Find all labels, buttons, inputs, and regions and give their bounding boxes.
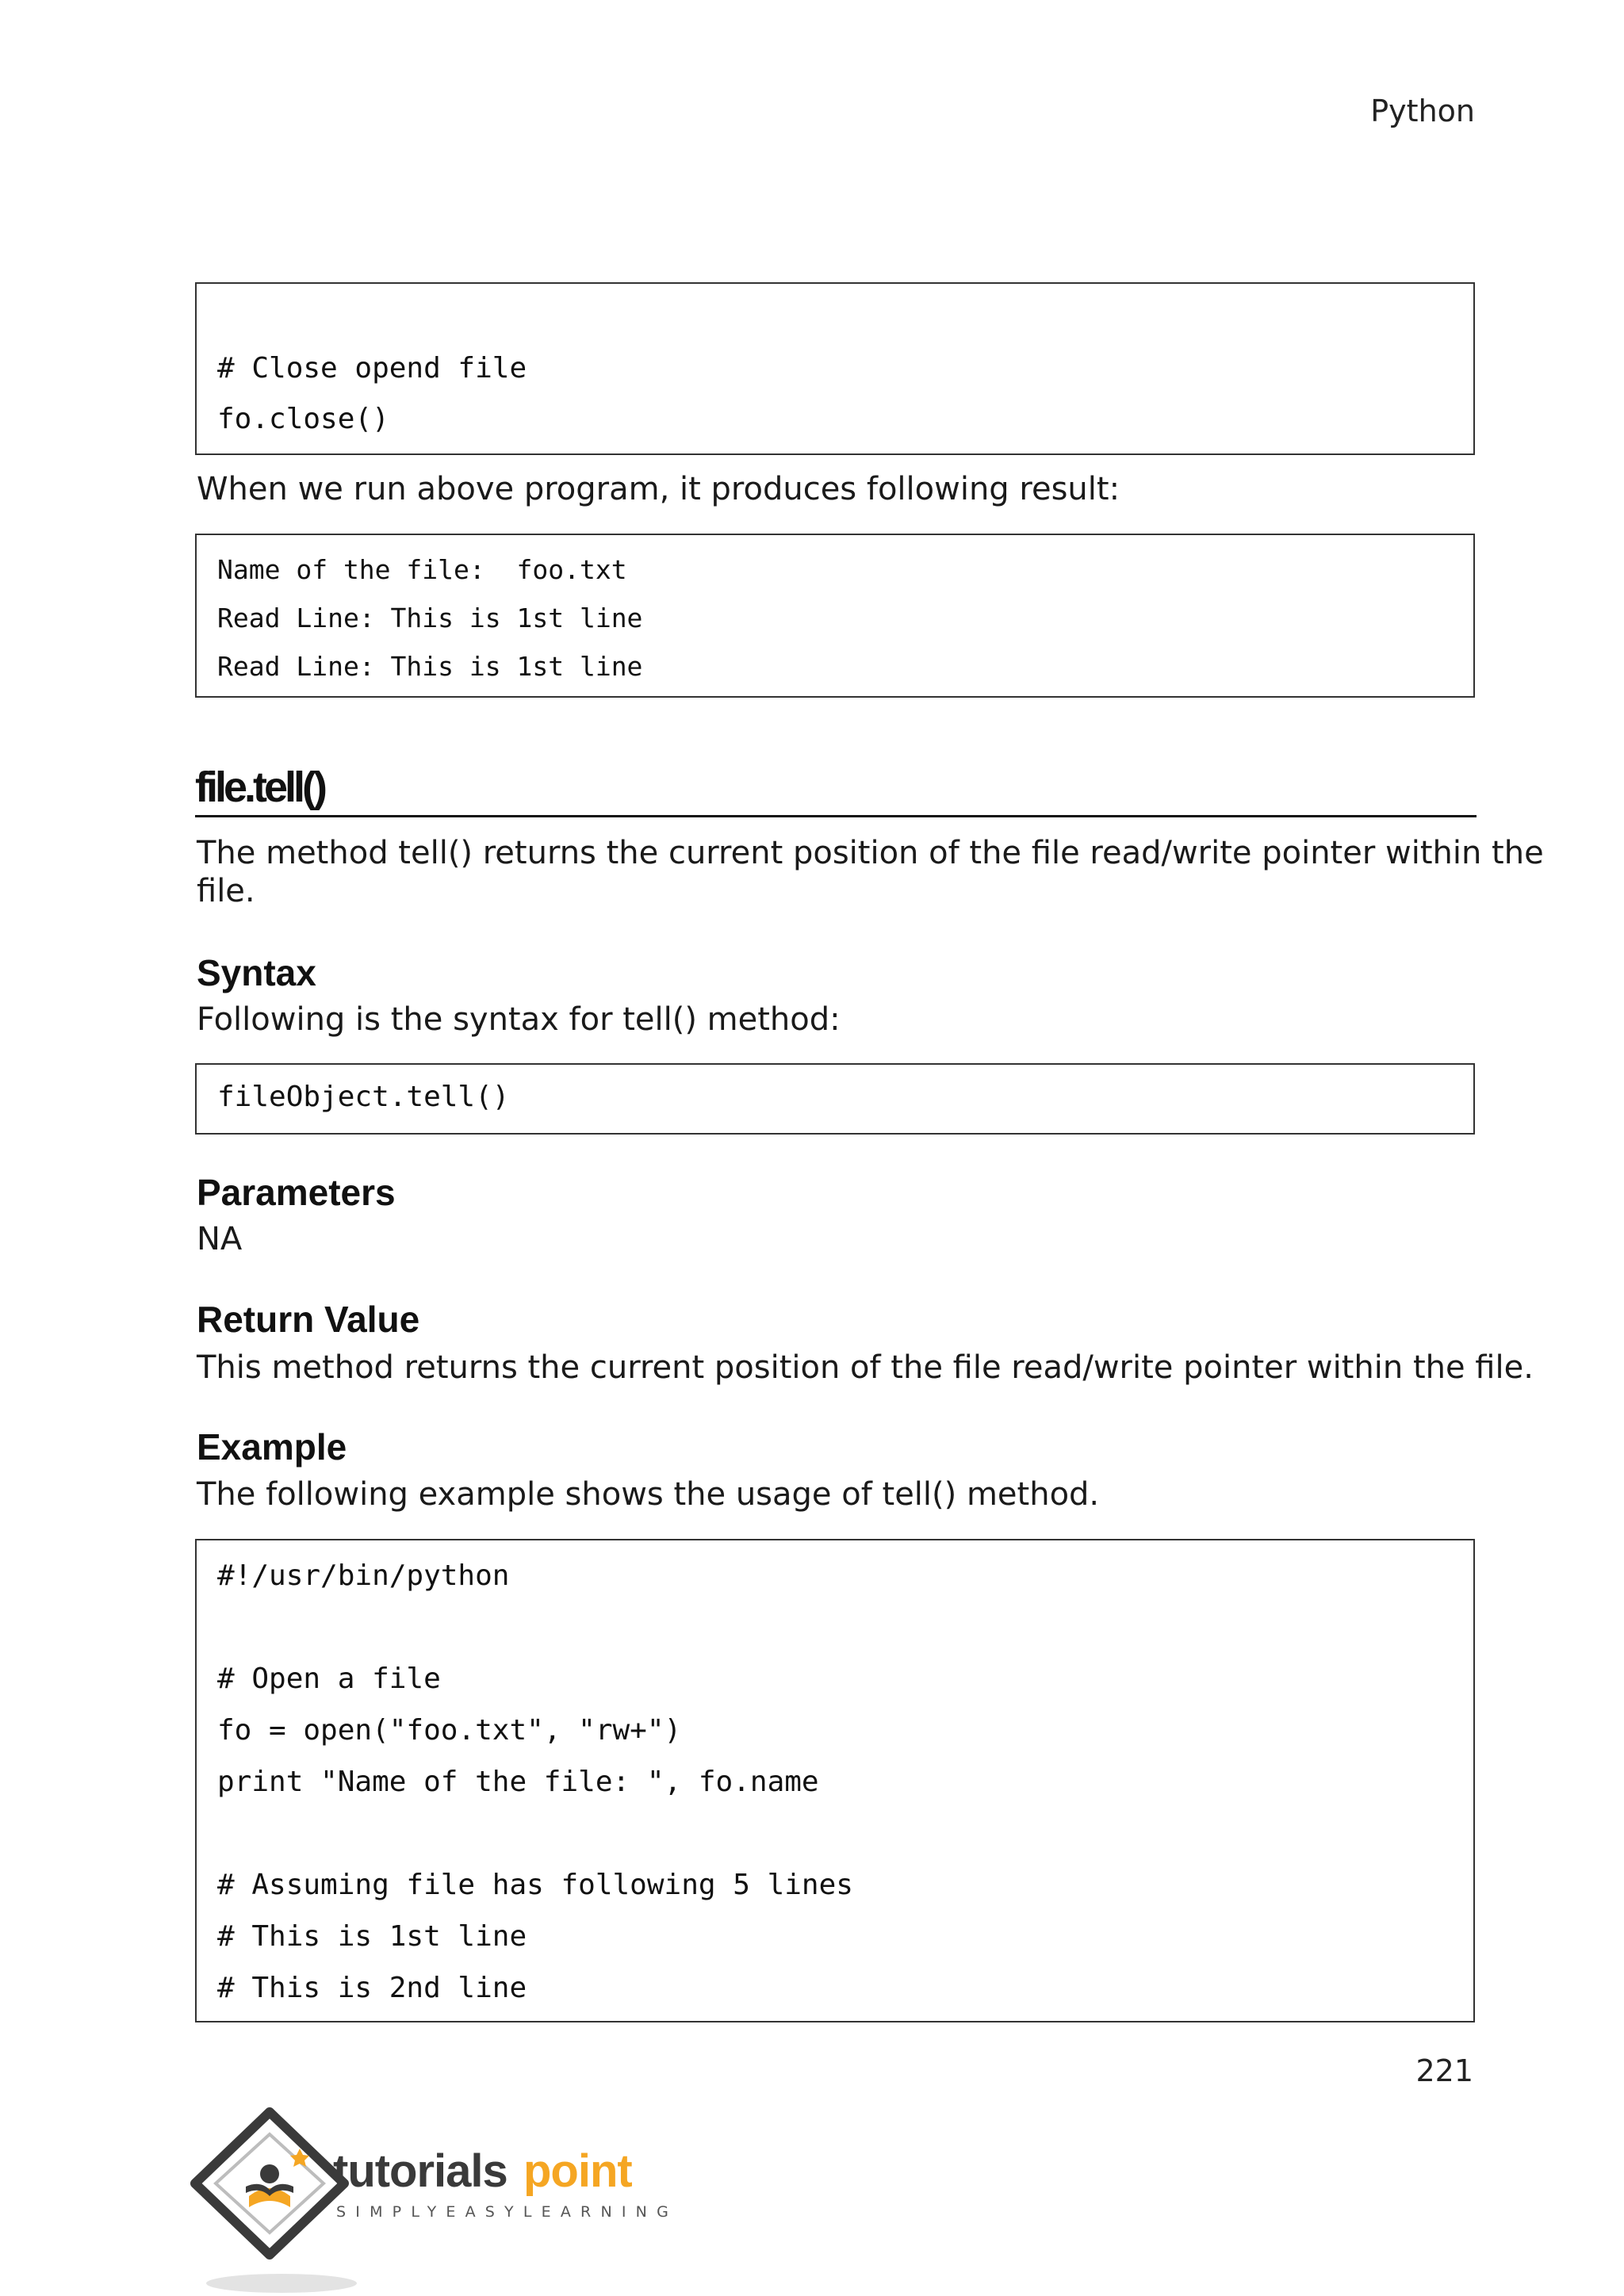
section-description-line1: The method tell() returns the current position of the file read/write pointer within the bbox=[197, 835, 1544, 871]
section-title: file.tell() bbox=[195, 763, 325, 811]
parameters-heading: Parameters bbox=[197, 1172, 396, 1213]
result-intro-text: When we run above program, it produces following result: bbox=[197, 471, 1120, 507]
page-number: 221 bbox=[1415, 2053, 1473, 2088]
example-text: The following example shows the usage of tell() method. bbox=[197, 1476, 1100, 1513]
page-header-title: Python bbox=[1370, 94, 1475, 128]
code-line: # Assuming file has following 5 lines bbox=[217, 1869, 853, 1901]
output-line: Read Line: This is 1st line bbox=[217, 603, 643, 633]
syntax-text: Following is the syntax for tell() method: bbox=[197, 1001, 841, 1038]
code-line: fo = open("foo.txt", "rw+") bbox=[217, 1714, 682, 1747]
code-line: # This is 1st line bbox=[217, 1920, 527, 1953]
code-line: # Close opend file bbox=[217, 352, 527, 385]
syntax-heading: Syntax bbox=[197, 952, 316, 993]
example-code-block bbox=[195, 1539, 1475, 2022]
example-heading: Example bbox=[197, 1426, 347, 1468]
output-block bbox=[195, 534, 1475, 698]
code-line: # This is 2nd line bbox=[217, 1972, 527, 2004]
logo-text-tutorials: tutorials bbox=[333, 2145, 508, 2197]
code-line: print "Name of the file: ", fo.name bbox=[217, 1766, 819, 1798]
parameters-text: NA bbox=[197, 1221, 243, 1257]
code-line: # Open a file bbox=[217, 1663, 441, 1695]
code-line: fileObject.tell() bbox=[217, 1081, 510, 1113]
syntax-code-block bbox=[195, 1063, 1475, 1135]
output-line: Read Line: This is 1st line bbox=[217, 651, 643, 682]
output-line: Name of the file: foo.txt bbox=[217, 554, 627, 585]
section-description-line2: file. bbox=[197, 873, 255, 909]
logo-text-point: point bbox=[523, 2145, 632, 2197]
logo-tagline: SIMPLYEASYLEARNING bbox=[336, 2203, 678, 2221]
section-divider bbox=[195, 815, 1477, 817]
return-value-text: This method returns the current position of the file read/write pointer within the file. bbox=[197, 1349, 1534, 1386]
return-value-heading: Return Value bbox=[197, 1299, 420, 1340]
code-line: fo.close() bbox=[217, 403, 389, 435]
code-line: #!/usr/bin/python bbox=[217, 1559, 510, 1592]
code-block-close-file bbox=[195, 282, 1475, 455]
tutorialspoint-logo bbox=[190, 2107, 698, 2296]
